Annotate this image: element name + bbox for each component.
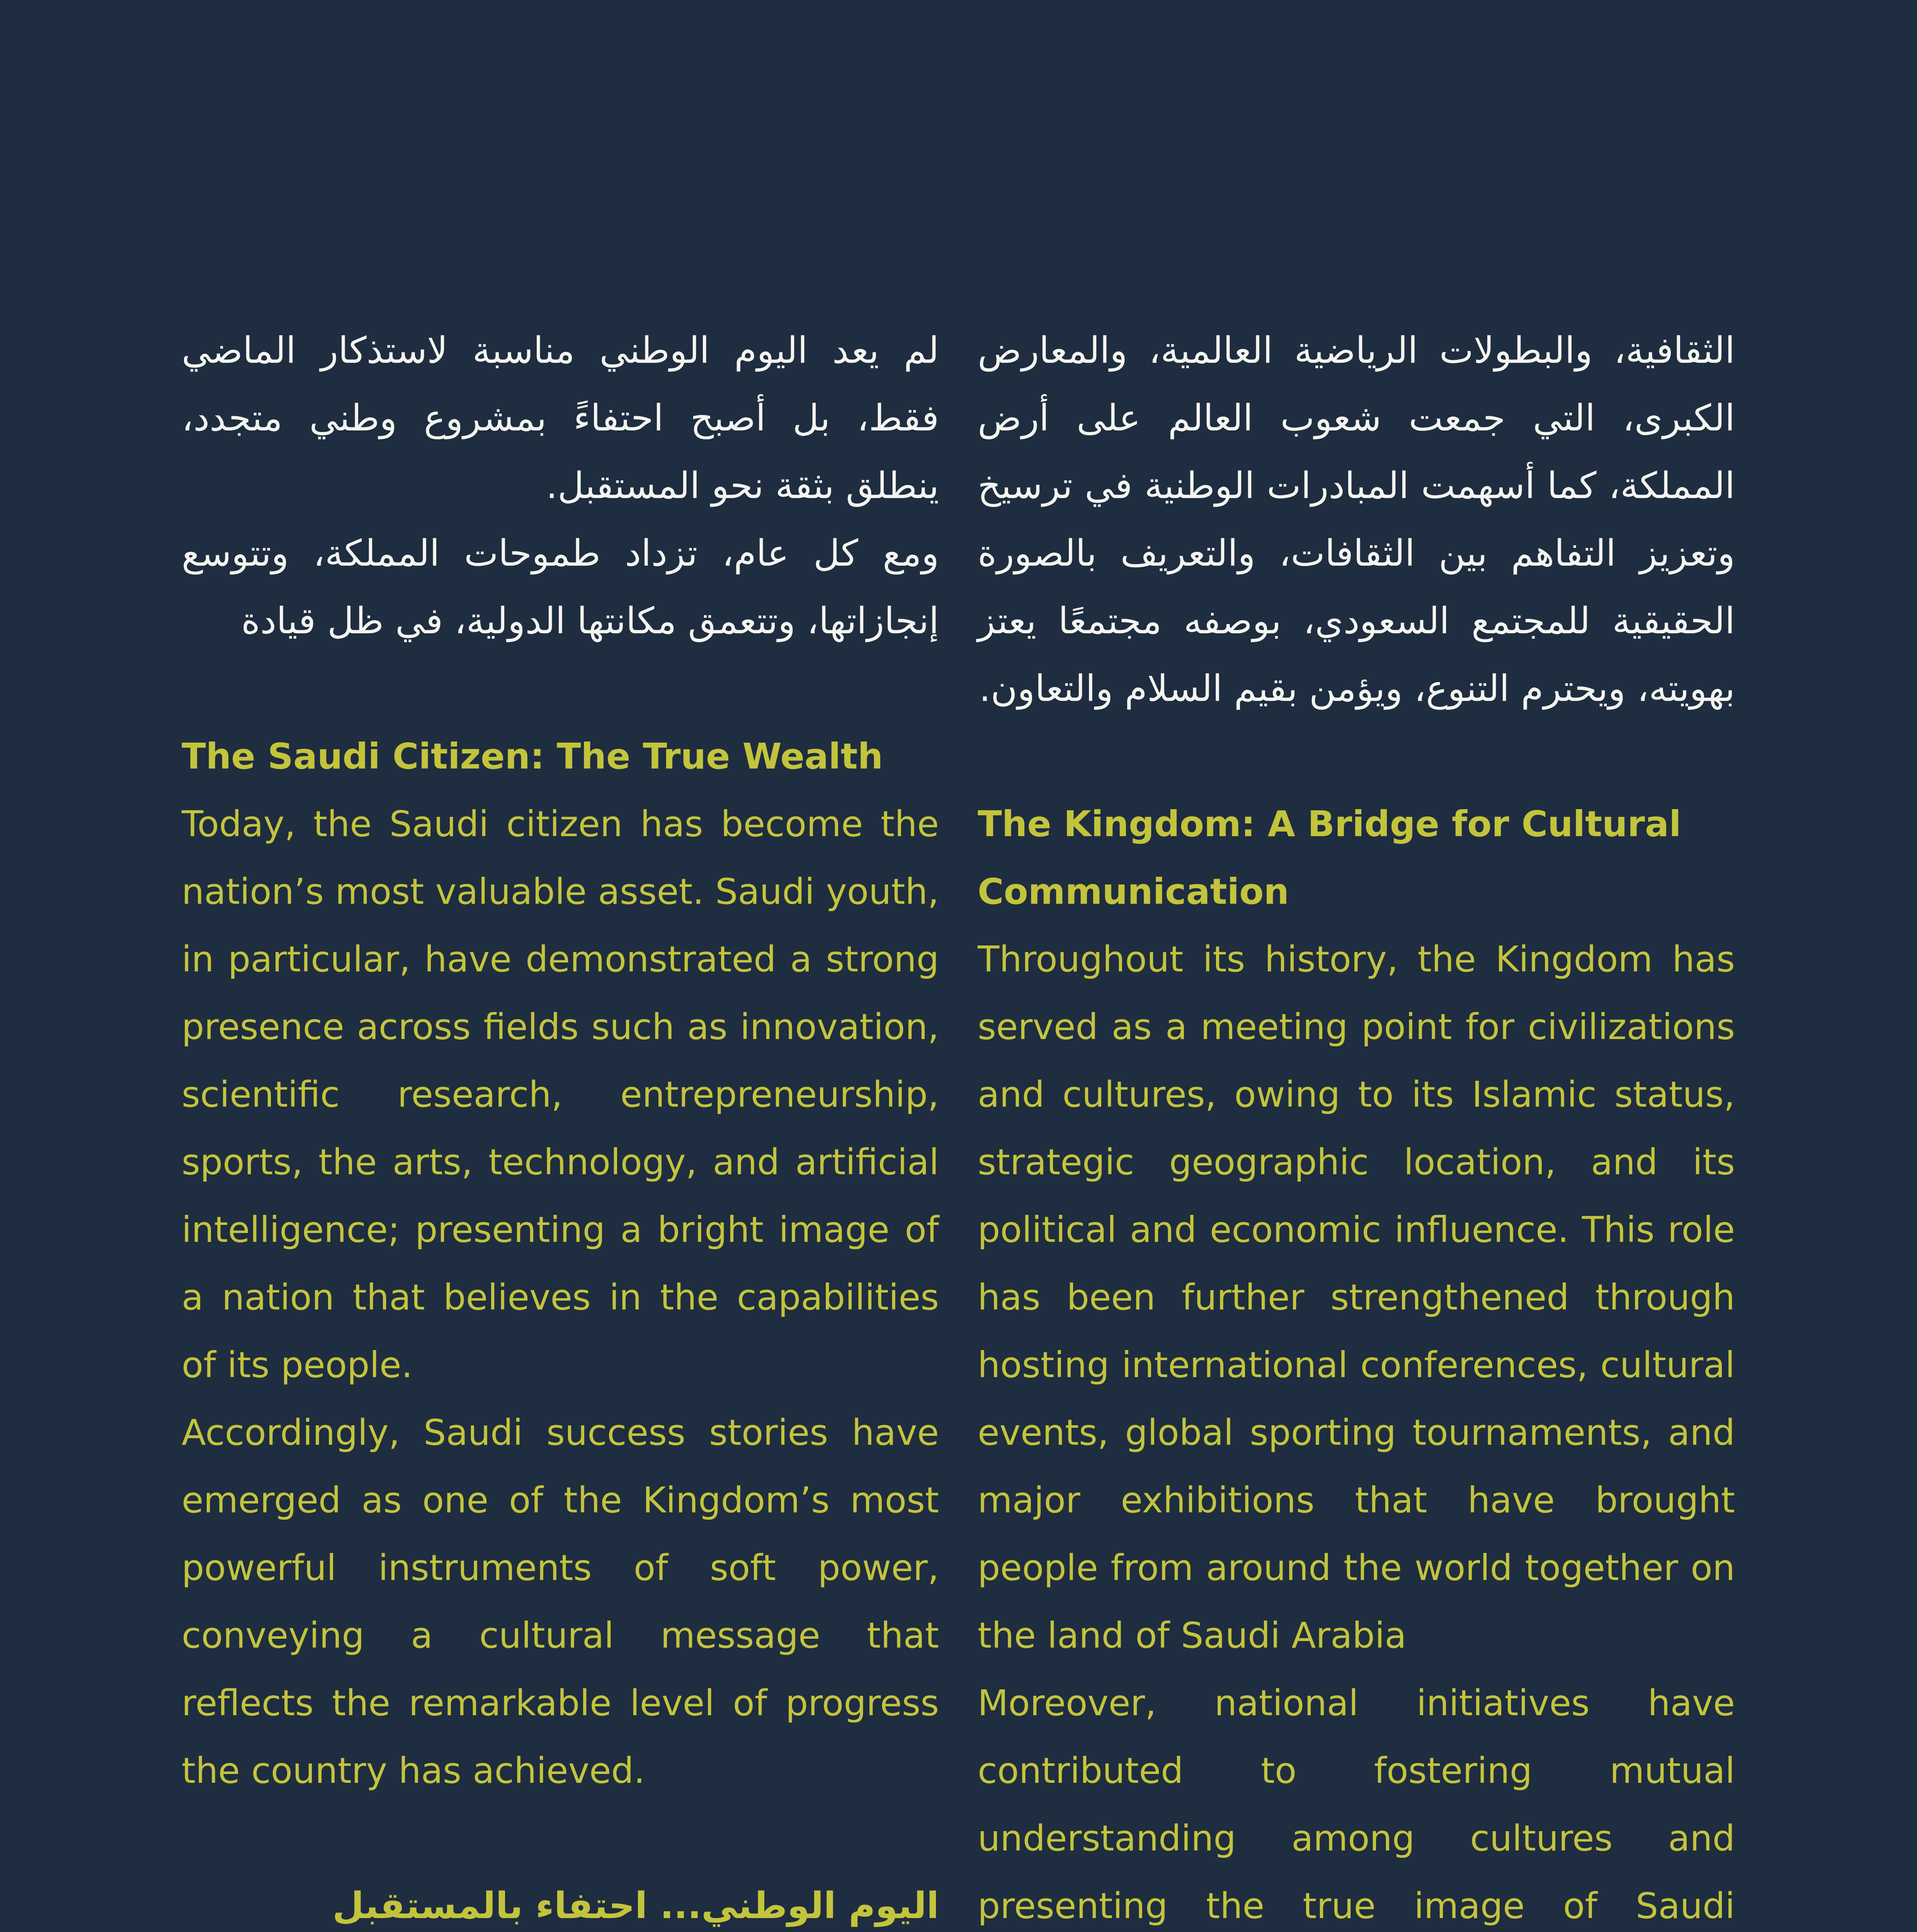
spacer (182, 655, 939, 723)
arabic-citizen-paragraph-1: لم يعد اليوم الوطني مناسبة لاستذكار الماضي فقط، بل أصبح احتفاءً بمشروع وطني متجدد، ينطلق بثقة نحو المستقبل. (182, 330, 939, 507)
arabic-national-day-heading: اليوم الوطني... احتفاء بالمستقبل (332, 1885, 939, 1927)
kingdom-bridge-paragraph-1: Throughout its history, the Kingdom has served as a meeting point for civilizations and cultures, owing to its Islamic status, strategic geographic location, and its political and economic influence. This role has been further strengthened through hosting international conferences, cultural events, global sporting tournaments, and major exhibitions that have brought people from around the world together on the land of Saudi Arabia (978, 939, 1735, 1656)
spacer (182, 1804, 939, 1872)
arabic-intro-paragraph: الثقافية، والبطولات الرياضية العالمية، والمعارض الكبرى، التي جمعت شعوب العالم على أرض المملكة، كما أسهمت المبادرات الوطنية في ترسيخ وتعزيز التفاهم بين الثقافات، والتعريف بالصورة الحقيقية للمجتمع السعودي، بوصفه مجتمعًا يعتز بهويته، ويحترم التنوع، ويؤمن بقيم السلام والتعاون. (978, 330, 1735, 710)
spacer (978, 723, 1735, 790)
saudi-citizen-paragraph-2: Accordingly, Saudi success stories have emerged as one of the Kingdom’s most powerful instruments of soft power, conveying a cultural message that reflects the remarkable level of progress the country has achieved. (182, 1412, 939, 1791)
saudi-citizen-paragraph-1: Today, the Saudi citizen has become the nation’s most valuable asset. Saudi youth, in particular, have demonstrated a strong presence across fields such as innovation, scientific research, entrepreneurship, sports, the arts, technology, and artificial intelligence; presenting a bright image of a nation that believes in the capabilities of its people. (182, 803, 939, 1386)
kingdom-bridge-paragraph-2: Moreover, national initiatives have contributed to fostering mutual understanding among cultures and presenting the true image of Saudi (978, 1682, 1735, 1927)
saudi-citizen-heading: The Saudi Citizen: The True Wealth (182, 736, 883, 777)
left-column (182, 317, 939, 1932)
kingdom-bridge-heading: The Kingdom: A Bridge for Cultural Communication (978, 803, 1681, 912)
arabic-citizen-paragraph-2: ومع كل عام، تزداد طموحات المملكة، وتتوسع إنجازاتها، وتتعمق مكانتها الدولية، في ظل قيادة (182, 532, 939, 642)
right-column (978, 317, 1735, 1932)
